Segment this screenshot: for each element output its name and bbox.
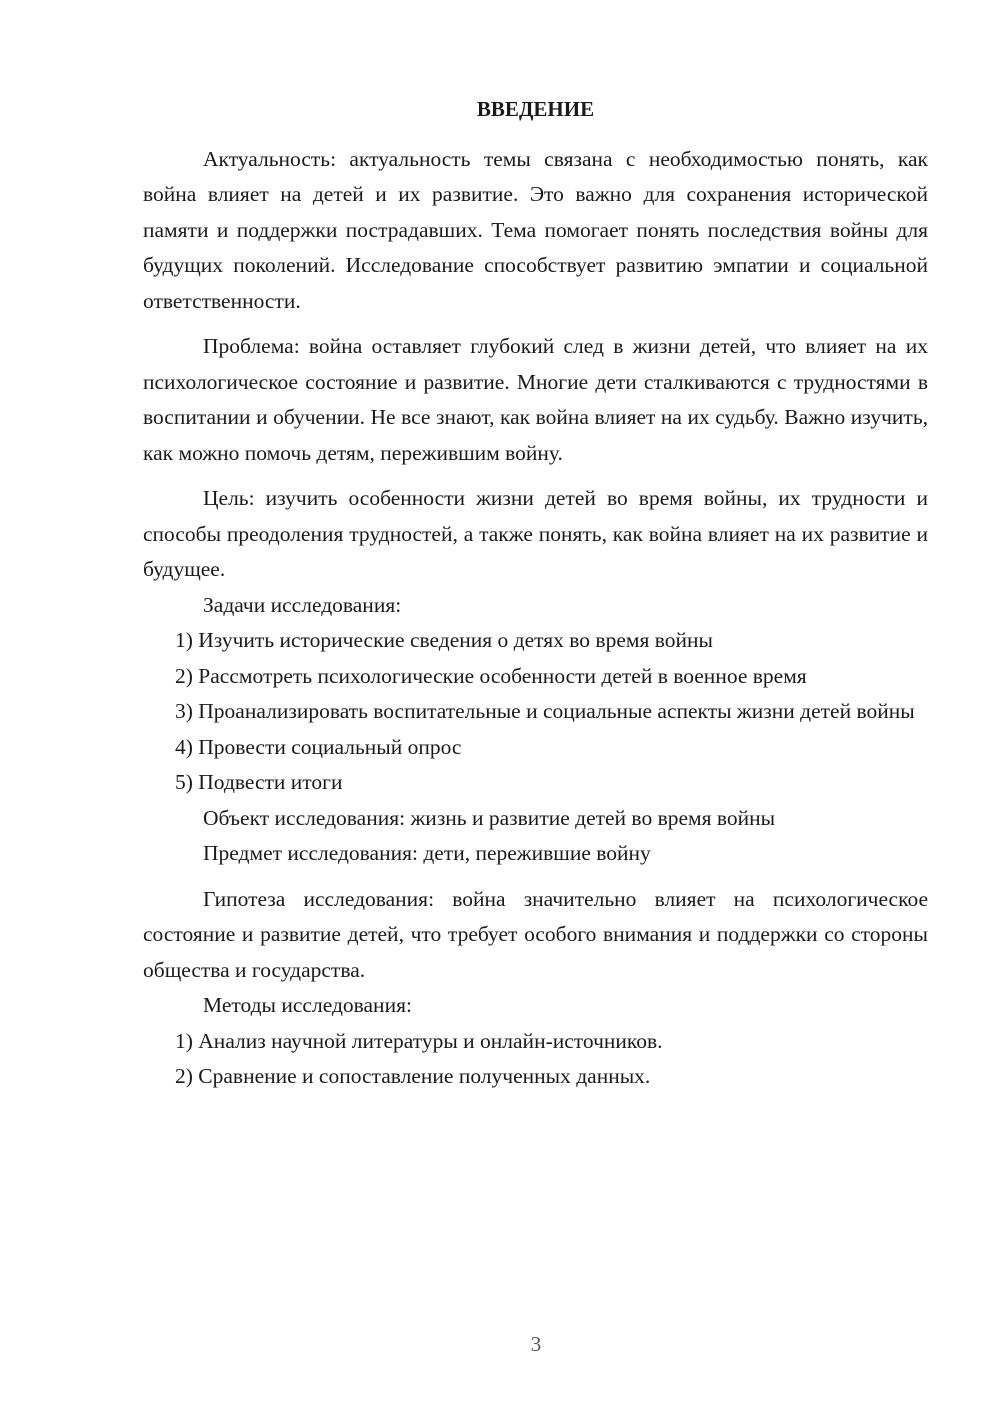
task-item: 3) Проанализировать воспитательные и социальные аспекты жизни детей войны xyxy=(175,699,915,723)
subject-paragraph: Предмет исследования: дети, пережившие войну xyxy=(203,841,651,865)
page-heading: ВВЕДЕНИЕ xyxy=(476,97,595,121)
task-item: 1) Изучить исторические сведения о детях во время войны xyxy=(175,628,713,652)
page-number: 3 xyxy=(530,1332,542,1356)
hypothesis-paragraph: Гипотеза исследования: война значительно влияет на психологическое состояние и развитие детей, что требует особого внимания и поддержки со стороны общества и государства. xyxy=(143,886,928,982)
task-item: 2) Рассмотреть психологические особенности детей в военное время xyxy=(175,663,807,688)
object-paragraph: Объект исследования: жизнь и развитие детей во время войны xyxy=(203,805,776,830)
method-item: 1) Анализ научной литературы и онлайн-источников. xyxy=(175,1028,663,1053)
document-page xyxy=(143,92,928,1095)
task-item: 4) Провести социальный опрос xyxy=(175,734,462,759)
relevance-paragraph: Актуальность: актуальность темы связана с необходимостью понять, как война влияет на детей и их развитие. Это важно для сохранения исторической памяти и поддержки пострадавших. Тема помогает понять последствия войны для будущих поколений. Исследование способствует развитию эмпатии и социальной ответственности. xyxy=(143,146,928,313)
method-item: 2) Сравнение и сопоставление полученных данных. xyxy=(175,1064,651,1088)
problem-paragraph: Проблема: война оставляет глубокий след в жизни детей, что влияет на их психологическое состояние и развитие. Многие дети сталкиваются с трудностями в воспитании и обучении. Не все знают, как война влияет на их судьбу. Важно изучить, как можно помочь детям, пережившим войну. xyxy=(143,334,928,465)
tasks-title: Задачи исследования: xyxy=(203,592,402,617)
task-item: 5) Подвести итоги xyxy=(175,770,343,794)
goal-paragraph: Цель: изучить особенности жизни детей во время войны, их трудности и способы преодоления трудностей, а также понять, как война влияет на их развитие и будущее. xyxy=(143,486,928,581)
methods-title: Методы исследования: xyxy=(203,993,412,1017)
